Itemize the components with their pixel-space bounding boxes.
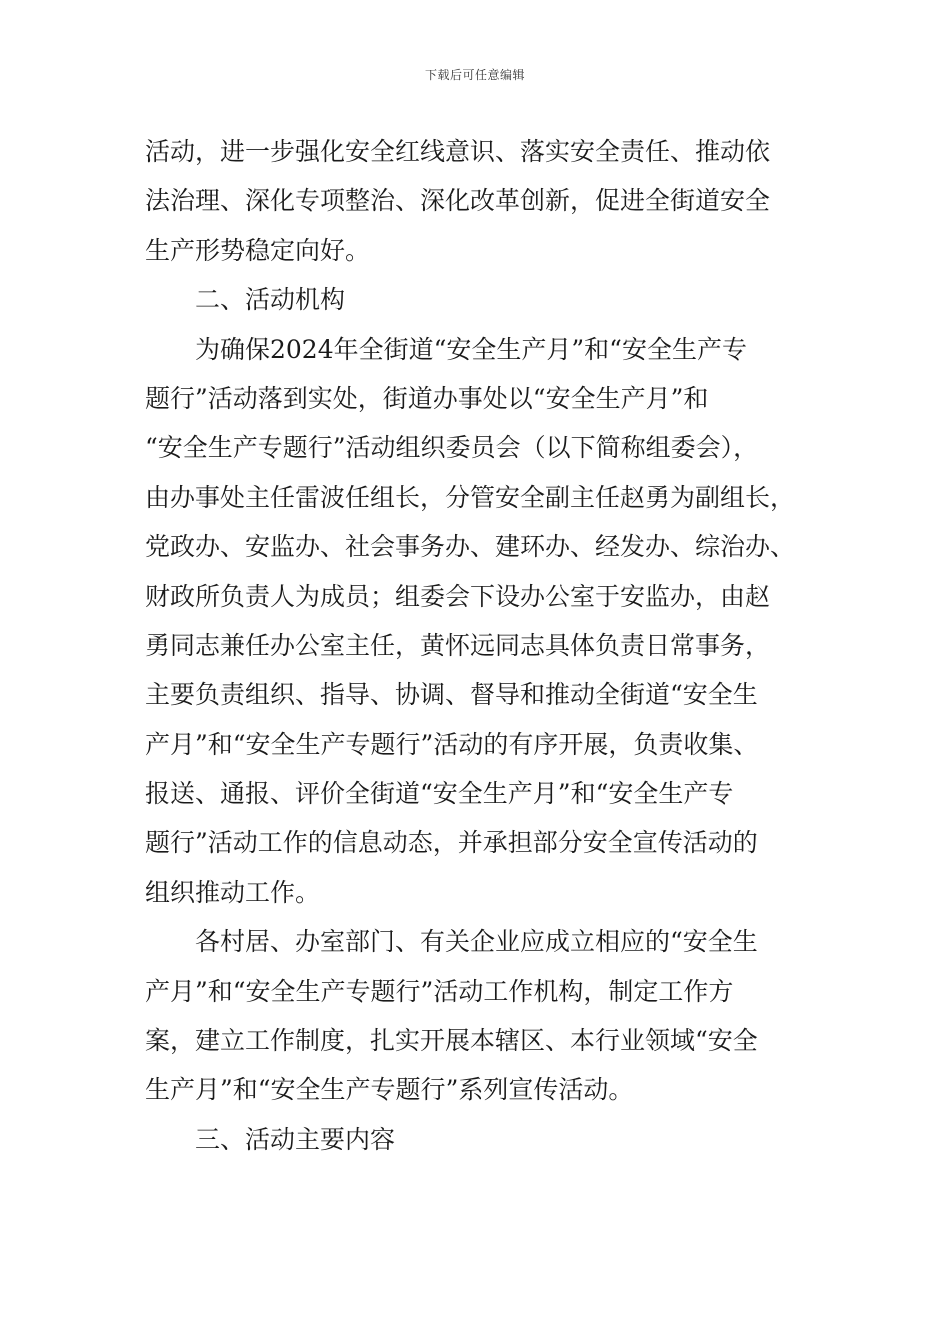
text-line: 活动，进一步强化安全红线意识、落实安全责任、推动依 bbox=[145, 137, 771, 166]
text-line: 题行”活动工作的信息动态，并承担部分安全宣传活动的 bbox=[145, 828, 758, 858]
text-line: 二、活动机构 bbox=[195, 285, 346, 315]
text-line: 各村居、办室部门、有关企业应成立相应的“安全生 bbox=[195, 927, 758, 957]
document-body bbox=[145, 127, 805, 1164]
text-line: 产月”和“安全生产专题行”活动工作机构，制定工作方 bbox=[145, 976, 734, 1006]
page-header-note: 下载后可任意编辑 bbox=[424, 68, 525, 82]
text-line: 勇同志兼任办公室主任，黄怀远同志具体负责日常事务， bbox=[145, 630, 771, 660]
text-line: 法治理、深化专项整治、深化改革创新，促进全街道安全 bbox=[145, 186, 771, 216]
text-line: 财政所负责人为成员；组委会下设办公室于安监办，由赵 bbox=[145, 581, 771, 611]
text-line: 生产月”和“安全生产专题行”系列宣传活动。 bbox=[145, 1075, 634, 1105]
text-line: 案，建立工作制度，扎实开展本辖区、本行业领域“安全 bbox=[145, 1026, 758, 1056]
text-line: 产月”和“安全生产专题行”活动的有序开展，负责收集、 bbox=[145, 729, 759, 759]
text-line: 由办事处主任雷波任组长，分管安全副主任赵勇为副组长， bbox=[145, 482, 796, 512]
text-line: 三、活动主要内容 bbox=[195, 1124, 396, 1154]
text-line: 党政办、安监办、社会事务办、建环办、经发办、综治办、 bbox=[145, 532, 796, 562]
text-line: 题行”活动落到实处，街道办事处以“安全生产月”和 bbox=[145, 383, 709, 413]
text-line: 为确保2024年全街道“安全生产月”和“安全生产专 bbox=[195, 334, 747, 364]
text-line: 主要负责组织、指导、协调、督导和推动全街道“安全生 bbox=[145, 680, 758, 710]
text-line: 生产形势稳定向好。 bbox=[145, 235, 371, 265]
text-line: 报送、通报、评价全街道“安全生产月”和“安全生产专 bbox=[145, 779, 734, 809]
text-line: 组织推动工作。 bbox=[145, 877, 321, 907]
text-line: “安全生产专题行”活动组织委员会（以下简称组委会）， bbox=[145, 433, 759, 463]
